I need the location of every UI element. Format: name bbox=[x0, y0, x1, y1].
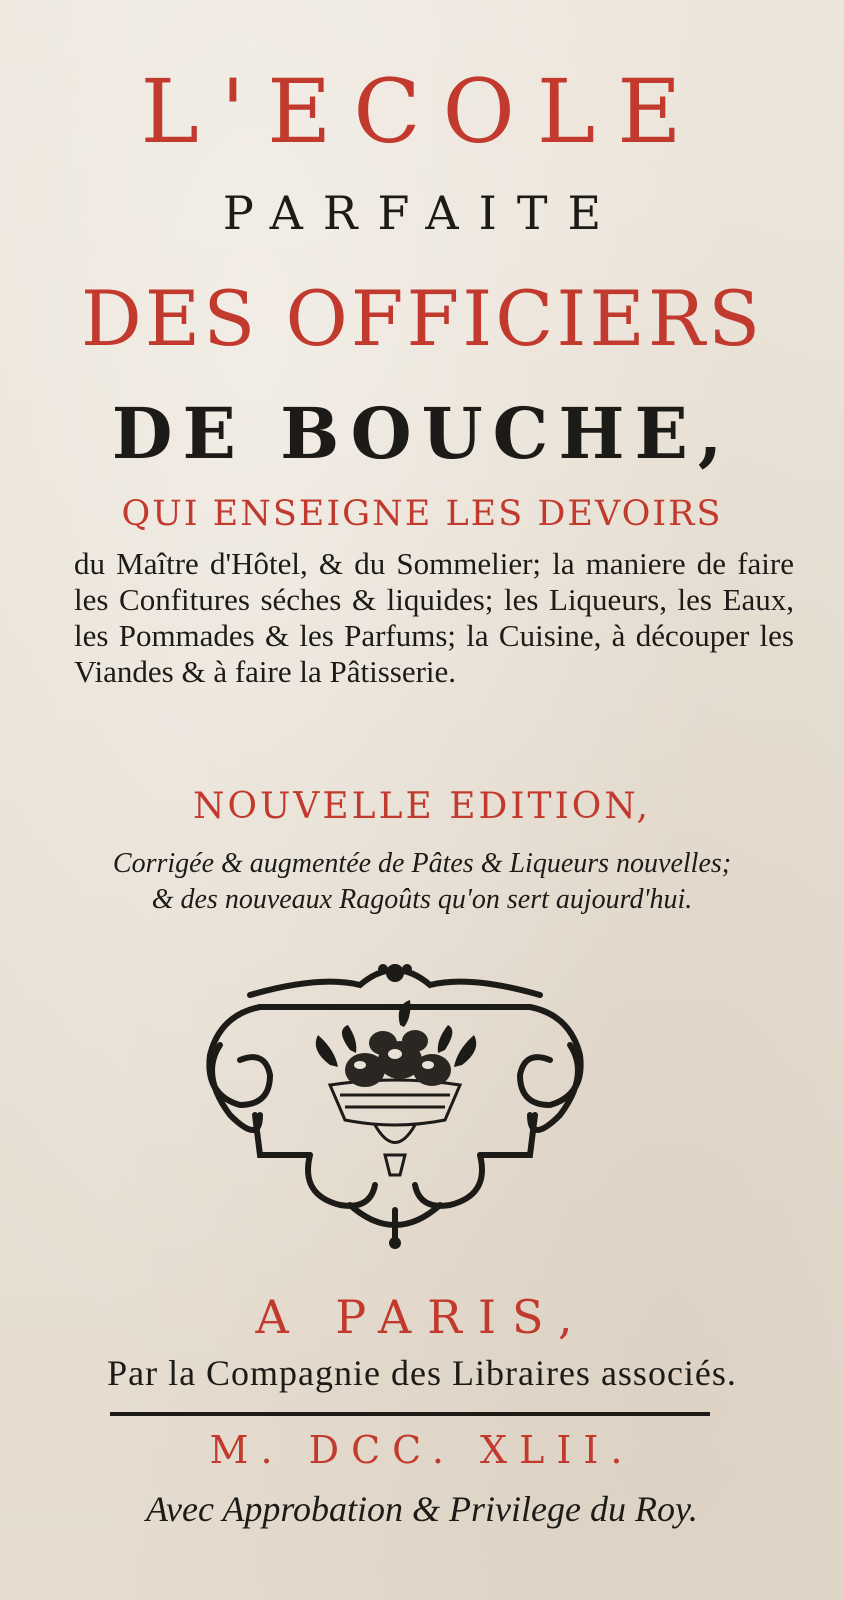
title-line-des-officiers: DES OFFICIERS bbox=[80, 274, 764, 363]
edition-heading: NOUVELLE EDITION, bbox=[193, 786, 651, 827]
imprint-place: A PARIS, bbox=[255, 1290, 589, 1344]
approbation-line: Avec Approbation & Privilege du Roy. bbox=[146, 1489, 698, 1529]
fruit-basket-cartouche-icon bbox=[200, 955, 590, 1250]
imprint-publisher: Par la Compagnie des Libraires associés. bbox=[107, 1353, 737, 1393]
corrections-line-1: Corrigée & augmentée de Pâtes & Liqueurs nouvelles; bbox=[112, 848, 732, 879]
divider-rule bbox=[110, 1412, 710, 1416]
description-paragraph: du Maître d'Hôtel, & du Sommelier; la maniere de faire les Confitures séches & liquides; les Liqueurs, les Eaux, les Pommades & les Parfums; la Cuisine, à découper les Viandes & à faire la Pâtisserie. bbox=[74, 546, 794, 689]
imprint-date: M. DCC. XLII. bbox=[209, 1428, 635, 1472]
title-line-de-bouche: DE BOUCHE, bbox=[111, 392, 733, 475]
subtitle-devoirs: QUI ENSEIGNE LES DEVOIRS bbox=[121, 494, 723, 534]
corrections-line-2: & des nouveaux Ragoûts qu'on sert aujourd'hui. bbox=[151, 884, 693, 915]
title-line-parfaite: PARFAITE bbox=[222, 186, 622, 240]
title-line-lecole: L'ECOLE bbox=[140, 60, 704, 163]
